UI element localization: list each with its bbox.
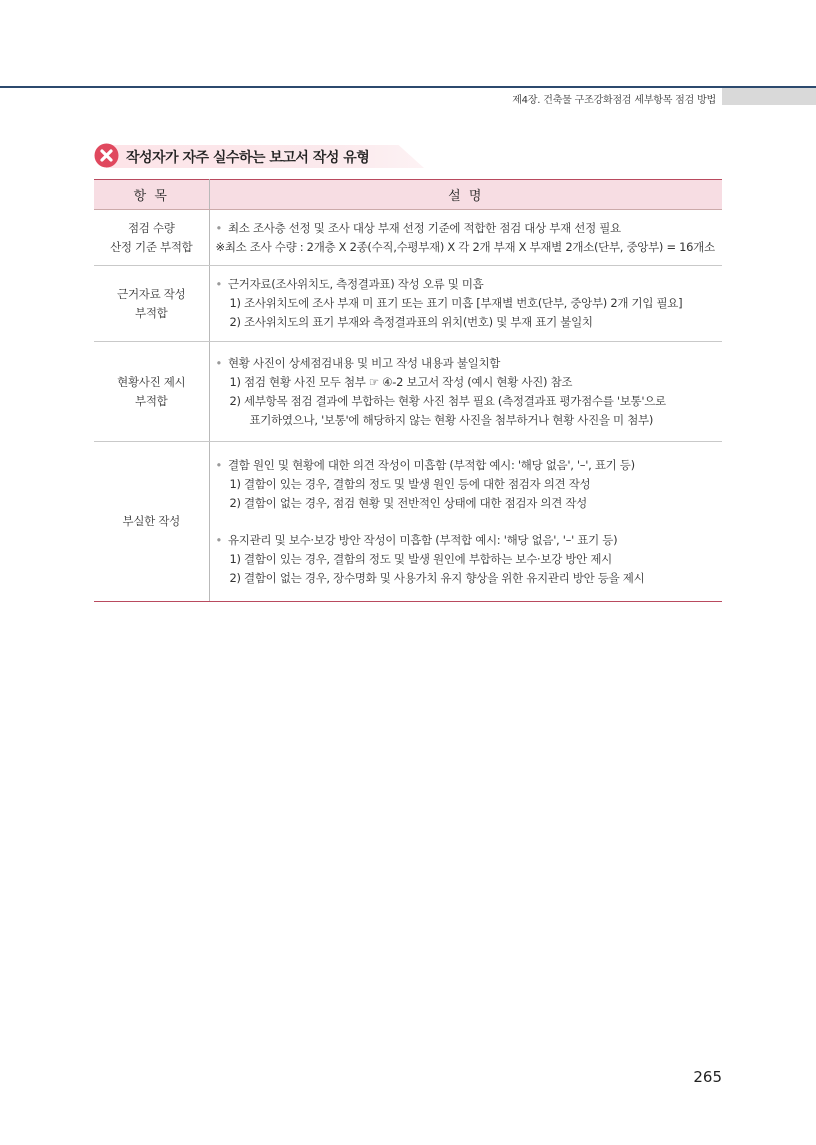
table-header-row <box>94 180 722 210</box>
page-number: 265 <box>693 1068 722 1086</box>
table-row <box>94 210 722 266</box>
table-row <box>94 442 722 602</box>
row-item-label <box>94 342 209 442</box>
bullet-line: • 근거자료(조사위치도, 측정결과표) 작성 오류 및 미흡 <box>216 275 723 294</box>
item-label-line: 부실한 작성 <box>122 514 180 528</box>
header-tab-block <box>722 88 816 105</box>
description-line: 1) 조사위치도에 조사 부재 미 표기 또는 표기 미흡 [부재별 번호(단부, 중앙부) 2개 기입 필요] <box>229 296 683 310</box>
item-label-line: 근거자료 작성 <box>117 286 186 301</box>
bullet-line: • 결함 원인 및 현황에 대한 의견 작성이 미흡함 (부적합 예시: '해당 없음', '–', 표기 등) <box>216 456 723 475</box>
x-circle-icon <box>94 143 119 168</box>
row-description <box>209 210 722 266</box>
column-header-desc: 설 명 <box>209 180 722 210</box>
item-label-line: 현황사진 제시 <box>117 374 186 389</box>
bullet-line: • 최소 조사층 선정 및 조사 대상 부재 선정 기준에 적합한 점검 대상 부재 선정 필요 <box>216 219 723 238</box>
description-line: 1) 결함이 있는 경우, 결함의 정도 및 발생 원인에 부합하는 보수·보강 방안 제시 <box>229 551 612 566</box>
description-line: 표기하였으나, '보통'에 해당하지 않는 현황 사진을 첨부하거나 현황 사진을 미 첨부) <box>249 412 654 427</box>
description-line: 2) 세부항목 점검 결과에 부합하는 현황 사진 첨부 필요 (측정결과표 평가점수를 '보통'으로 <box>229 393 666 408</box>
description-line: ※최소 조사 수량 : 2개층 X 2종(수직,수평부재) X 각 2개 부재 X 부재별 2개소(단부, 중앙부) = 16개소 <box>215 239 715 254</box>
row-description <box>209 342 722 442</box>
section-title: 작성자가 자주 실수하는 보고서 작성 유형 <box>126 150 370 166</box>
bullet-line: • 현황 사진이 상세점검내용 및 비고 작성 내용과 불일치함 <box>216 354 723 373</box>
table-row <box>94 266 722 342</box>
table-row <box>94 342 722 442</box>
row-item-label <box>94 442 209 602</box>
row-description <box>209 442 722 602</box>
row-item-label <box>94 266 209 342</box>
description-line: 2) 조사위치도의 표기 부재와 측정결과표의 위치(번호) 및 부재 표기 불일치 <box>229 315 593 329</box>
column-header-item: 항 목 <box>94 180 209 210</box>
row-description <box>209 266 722 342</box>
item-label-line: 점검 수량 <box>127 220 175 235</box>
section-heading <box>94 143 424 168</box>
description-line: 1) 점검 현황 사진 모두 첨부 ☞ ④-2 보고서 작성 (예시 현황 사진) 참조 <box>229 374 573 389</box>
description-line: 2) 결함이 없는 경우, 장수명화 및 사용가치 유지 향상을 위한 유지관리 방안 등을 제시 <box>229 570 645 585</box>
description-line: 1) 결함이 있는 경우, 결함의 정도 및 발생 원인 등에 대한 점검자 의견 작성 <box>229 476 591 491</box>
running-header <box>0 88 816 105</box>
item-label-line: 부적합 <box>135 393 168 408</box>
spacer <box>216 513 723 531</box>
row-item-label <box>94 210 209 266</box>
bullet-line: • 유지관리 및 보수·보강 방안 작성이 미흡함 (부적합 예시: '해당 없음', '–' 표기 등) <box>216 531 723 550</box>
chapter-title: 제4장. 건축물 구조강화점검 세부항목 점검 방법 <box>512 95 716 106</box>
item-label-line: 산정 기준 부적합 <box>110 239 193 254</box>
item-label-line: 부적합 <box>135 305 168 320</box>
report-error-table <box>94 179 722 602</box>
description-line: 2) 결함이 없는 경우, 점검 현황 및 전반적인 상태에 대한 점검자 의견 작성 <box>229 495 587 510</box>
